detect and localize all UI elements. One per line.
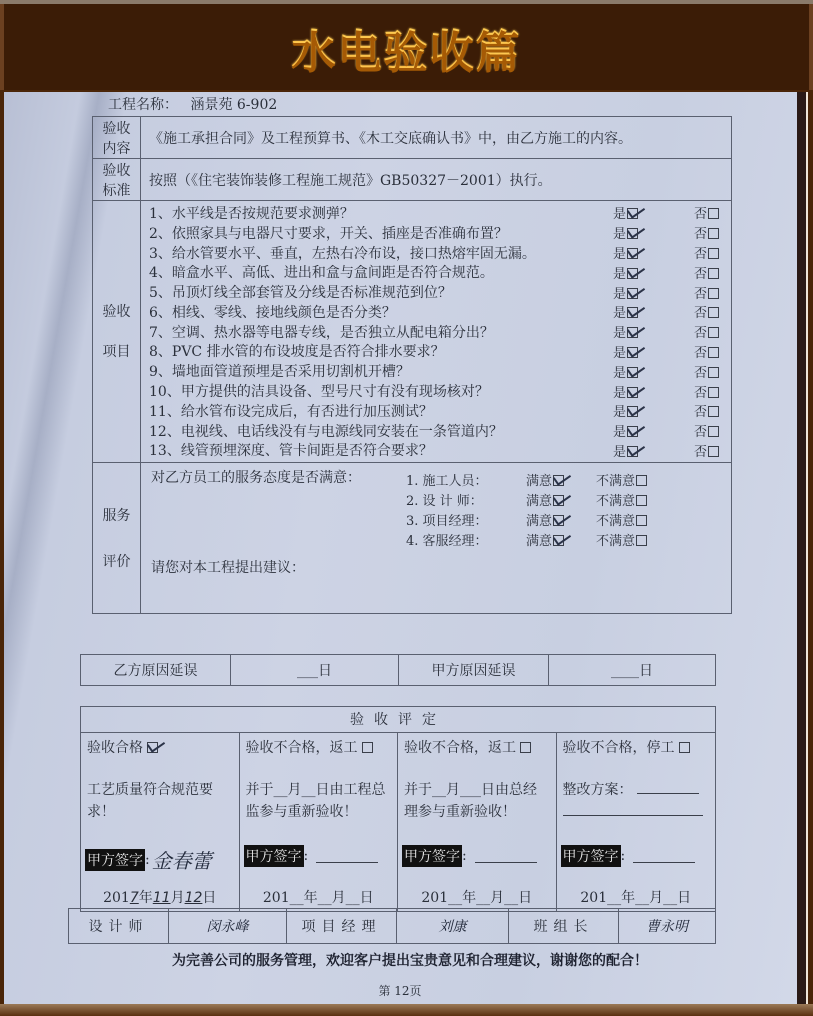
unsatisfied-option[interactable]: 不满意 xyxy=(596,510,647,529)
satisfied-checkbox[interactable] xyxy=(553,535,564,546)
unsatisfied-option[interactable]: 不满意 xyxy=(596,530,647,549)
checklist-item-text: 3、给水管要水平、垂直，左热右冷布设，接口热熔牢固无漏。 xyxy=(149,245,536,262)
yes-no-options xyxy=(613,243,731,262)
frame-bottom xyxy=(0,1004,813,1016)
checklist-item-text: 4、暗盒水平、高低、进出和盒与盒间距是否符合规范。 xyxy=(149,265,494,282)
role-name: 1. 施工人员： xyxy=(406,473,488,489)
suggestion-prompt: 请您对本工程提出建议： xyxy=(151,560,305,577)
no-option[interactable]: 否 xyxy=(694,302,719,321)
satisfied-option[interactable]: 满意 xyxy=(526,530,596,549)
signature-row xyxy=(68,908,716,944)
project-name-label: 工程名称： xyxy=(108,97,178,113)
yes-option[interactable]: 是 xyxy=(613,362,638,381)
yes-option[interactable]: 是 xyxy=(613,421,638,440)
assessment-table xyxy=(80,706,716,912)
satisfied-checkbox[interactable] xyxy=(553,475,564,486)
checklist-item xyxy=(149,401,731,421)
yes-no-options xyxy=(613,302,731,321)
yes-checkbox[interactable] xyxy=(627,288,638,299)
service-question: 对乙方员工的服务态度是否满意： xyxy=(151,470,361,487)
checklist-item-text: 9、墙地面管道预埋是否采用切割机开槽？ xyxy=(149,364,410,381)
no-checkbox[interactable] xyxy=(708,288,719,299)
no-checkbox[interactable] xyxy=(708,426,719,437)
yes-no-options xyxy=(613,283,731,302)
unsatisfied-checkbox[interactable] xyxy=(636,515,647,526)
yes-no-options xyxy=(613,421,731,440)
assessment-desc: 工艺质量符合规范要求！ xyxy=(87,782,213,820)
assessment-column xyxy=(81,733,240,911)
yes-checkbox[interactable] xyxy=(627,248,638,259)
no-option[interactable]: 否 xyxy=(694,203,719,222)
sign-area: 甲方签字 : xyxy=(561,845,696,867)
yes-checkbox[interactable] xyxy=(627,307,638,318)
yes-no-options xyxy=(613,362,731,381)
yes-checkbox[interactable] xyxy=(627,426,638,437)
designer-label: 设计师 xyxy=(69,909,169,943)
items-label: 验收 项目 xyxy=(93,201,141,462)
foreman-signature: 曹永明 xyxy=(646,919,688,935)
project-name xyxy=(108,94,277,114)
assessment-head: 验收不合格，返工 xyxy=(404,737,550,757)
yes-option[interactable]: 是 xyxy=(613,243,638,262)
assessment-checkbox[interactable] xyxy=(520,742,531,753)
pm-signature: 刘康 xyxy=(397,909,509,943)
yes-checkbox[interactable] xyxy=(627,347,638,358)
footer-note: 为完善公司的服务管理，欢迎客户提出宝贵意见和合理建议，谢谢您的配合！ xyxy=(172,953,648,969)
page-title: 水电验收篇 xyxy=(292,15,522,79)
no-option[interactable]: 否 xyxy=(694,421,719,440)
role-name: 3. 项目经理： xyxy=(406,513,488,529)
yes-option[interactable]: 是 xyxy=(613,322,638,341)
foreman-label: 班组长 xyxy=(509,909,619,943)
standard-label: 验收 标准 xyxy=(93,159,141,200)
content-row xyxy=(93,117,731,159)
sign-label: 甲方签字 xyxy=(561,845,621,867)
yes-checkbox[interactable] xyxy=(627,446,638,457)
signature-blank[interactable] xyxy=(475,849,537,863)
yes-option[interactable]: 是 xyxy=(613,401,638,420)
yes-option[interactable]: 是 xyxy=(613,382,638,401)
yes-checkbox[interactable] xyxy=(627,387,638,398)
unsatisfied-checkbox[interactable] xyxy=(636,535,647,546)
no-checkbox[interactable] xyxy=(708,406,719,417)
items-row xyxy=(93,201,731,463)
assessment-date: 201__年__月__日 xyxy=(262,890,374,906)
assessment-column xyxy=(398,733,557,911)
yes-checkbox[interactable] xyxy=(627,208,638,219)
checklist-item xyxy=(149,361,731,381)
no-checkbox[interactable] xyxy=(708,208,719,219)
yes-checkbox[interactable] xyxy=(627,268,638,279)
satisfied-checkbox[interactable] xyxy=(553,495,564,506)
checklist-item-text: 7、空调、热水器等电器专线，是否独立从配电箱分出？ xyxy=(149,324,494,341)
content-text: 《施工承担合同》及工程预算书、《木工交底确认书》中，由乙方施工的内容。 xyxy=(149,130,632,147)
signature-blank[interactable] xyxy=(316,849,378,863)
checklist-item xyxy=(149,282,731,302)
assessment-date: 201__年__月__日 xyxy=(421,890,533,906)
a-delay-label: 甲方原因延误 xyxy=(399,655,549,685)
role-name: 2. 设 计 师： xyxy=(406,493,483,509)
service-rating-row xyxy=(406,489,647,509)
yes-option[interactable]: 是 xyxy=(613,203,638,222)
service-ratings xyxy=(406,469,647,549)
standard-text: 按照（《住宅装饰装修工程施工规范》GB50327－2001）执行。 xyxy=(149,172,552,189)
no-checkbox[interactable] xyxy=(708,228,719,239)
assessment-desc: 整改方案： xyxy=(563,779,710,823)
service-rating-row xyxy=(406,469,647,489)
satisfied-option[interactable]: 满意 xyxy=(526,510,596,529)
pm-label: 项目经理 xyxy=(287,909,397,943)
no-option[interactable]: 否 xyxy=(694,322,719,341)
standard-row xyxy=(93,159,731,201)
sign-area: 甲方签字 : xyxy=(402,845,537,867)
no-option[interactable]: 否 xyxy=(694,243,719,262)
no-option[interactable]: 否 xyxy=(694,382,719,401)
yes-no-options xyxy=(613,322,731,341)
no-checkbox[interactable] xyxy=(708,446,719,457)
assessment-date: 201__年__月__日 xyxy=(580,890,692,906)
checklist xyxy=(141,201,731,462)
b-delay-label: 乙方原因延误 xyxy=(81,655,231,685)
service-row xyxy=(93,463,731,613)
yes-no-options xyxy=(613,263,731,282)
assessment-columns xyxy=(81,733,715,911)
unsatisfied-option[interactable]: 不满意 xyxy=(596,470,647,489)
no-option[interactable]: 否 xyxy=(694,362,719,381)
b-delay-value[interactable]: ___日 xyxy=(231,655,399,685)
yes-checkbox[interactable] xyxy=(627,406,638,417)
checklist-item xyxy=(149,203,731,223)
assessment-checkbox[interactable] xyxy=(362,742,373,753)
yes-checkbox[interactable] xyxy=(627,228,638,239)
assessment-date: 2017年11月12日 xyxy=(103,890,217,906)
assessment-desc: 并于__月__日由工程总监参与重新验收！ xyxy=(245,782,386,820)
assessment-head: 验收不合格，停工 xyxy=(563,737,710,757)
checklist-item-text: 1、水平线是否按规范要求测弹？ xyxy=(149,205,354,222)
no-checkbox[interactable] xyxy=(708,307,719,318)
checklist-item xyxy=(149,441,731,461)
satisfied-checkbox[interactable] xyxy=(553,515,564,526)
no-option[interactable]: 否 xyxy=(694,342,719,361)
checklist-item xyxy=(149,342,731,362)
sign-label: 甲方签字 xyxy=(402,845,462,867)
role-name: 4. 客服经理： xyxy=(406,533,488,549)
assessment-column xyxy=(240,733,399,911)
unsatisfied-option[interactable]: 不满意 xyxy=(596,490,647,509)
no-checkbox[interactable] xyxy=(708,268,719,279)
checklist-item-text: 6、相线、零线、接地线颜色是否分类？ xyxy=(149,304,396,321)
inspection-table xyxy=(92,116,732,614)
yes-option[interactable]: 是 xyxy=(613,263,638,282)
service-label: 服务 评价 xyxy=(93,463,141,613)
checklist-item xyxy=(149,262,731,282)
checklist-item xyxy=(149,421,731,441)
assessment-title: 验收评定 xyxy=(81,707,715,733)
assessment-column xyxy=(557,733,716,911)
no-option[interactable]: 否 xyxy=(694,283,719,302)
no-checkbox[interactable] xyxy=(708,387,719,398)
yes-no-options xyxy=(613,382,731,401)
service-rating-row xyxy=(406,529,647,549)
service-body xyxy=(141,463,731,613)
checklist-item-text: 2、依照家具与电器尺寸要求，开关、插座是否准确布置？ xyxy=(149,225,508,242)
unsatisfied-checkbox[interactable] xyxy=(636,475,647,486)
checklist-item xyxy=(149,223,731,243)
yes-option[interactable]: 是 xyxy=(613,342,638,361)
header-banner xyxy=(0,4,813,90)
no-checkbox[interactable] xyxy=(708,248,719,259)
page-number: 第 12页 xyxy=(378,984,422,998)
yes-option[interactable]: 是 xyxy=(613,302,638,321)
no-option[interactable]: 否 xyxy=(694,441,719,460)
frame-line xyxy=(806,92,808,1004)
signature: 金春蕾 xyxy=(151,849,212,873)
yes-no-options xyxy=(613,223,731,242)
yes-checkbox[interactable] xyxy=(627,327,638,338)
yes-option[interactable]: 是 xyxy=(613,223,638,242)
signature-blank[interactable] xyxy=(633,849,695,863)
checklist-item-text: 12、电视线、电话线没有与电源线同安装在一条管道内？ xyxy=(149,423,503,440)
assessment-desc: 并于__月___日由总经理参与重新验收！ xyxy=(404,782,537,820)
delay-table xyxy=(80,654,716,686)
yes-no-options xyxy=(613,203,731,222)
satisfied-option[interactable]: 满意 xyxy=(526,490,596,509)
assessment-head: 验收合格 xyxy=(87,737,233,757)
assessment-checkbox[interactable] xyxy=(679,742,690,753)
sign-label: 甲方签字 xyxy=(85,849,145,871)
sign-area: 甲方签字 : xyxy=(244,845,379,867)
yes-option[interactable]: 是 xyxy=(613,283,638,302)
assessment-checkbox[interactable] xyxy=(147,742,158,753)
service-rating-row xyxy=(406,509,647,529)
yes-option[interactable]: 是 xyxy=(613,441,638,460)
checklist-item-text: 5、吊顶灯线全部套管及分线是否标准规范到位？ xyxy=(149,285,452,302)
no-option[interactable]: 否 xyxy=(694,401,719,420)
checklist-item-text: 13、线管预埋深度、管卡间距是否符合要求？ xyxy=(149,443,433,460)
yes-no-options xyxy=(613,342,731,361)
no-checkbox[interactable] xyxy=(708,327,719,338)
no-option[interactable]: 否 xyxy=(694,223,719,242)
satisfied-option[interactable]: 满意 xyxy=(526,470,596,489)
checklist-item xyxy=(149,302,731,322)
no-option[interactable]: 否 xyxy=(694,263,719,282)
checklist-item xyxy=(149,243,731,263)
checklist-item xyxy=(149,381,731,401)
no-checkbox[interactable] xyxy=(708,367,719,378)
content-label: 验收 内容 xyxy=(93,117,141,158)
checklist-item-text: 8、PVC 排水管的布设坡度是否符合排水要求？ xyxy=(149,344,445,361)
checklist-item xyxy=(149,322,731,342)
sign-area: 甲方签字 : 金春蕾 xyxy=(85,845,212,874)
assessment-head: 验收不合格，返工 xyxy=(246,737,392,757)
checklist-item-text: 11、给水管布设完成后，有否进行加压测试？ xyxy=(149,403,433,420)
a-delay-value[interactable]: ____日 xyxy=(611,663,653,679)
project-name-value: 涵景苑 6-902 xyxy=(190,97,278,113)
yes-no-options xyxy=(613,401,731,420)
unsatisfied-checkbox[interactable] xyxy=(636,495,647,506)
designer-signature: 闵永峰 xyxy=(169,909,287,943)
no-checkbox[interactable] xyxy=(708,347,719,358)
yes-no-options xyxy=(613,441,731,460)
yes-checkbox[interactable] xyxy=(627,367,638,378)
checklist-item-text: 10、甲方提供的洁具设备、型号尺寸有没有现场核对？ xyxy=(149,384,489,401)
sign-label: 甲方签字 xyxy=(244,845,304,867)
